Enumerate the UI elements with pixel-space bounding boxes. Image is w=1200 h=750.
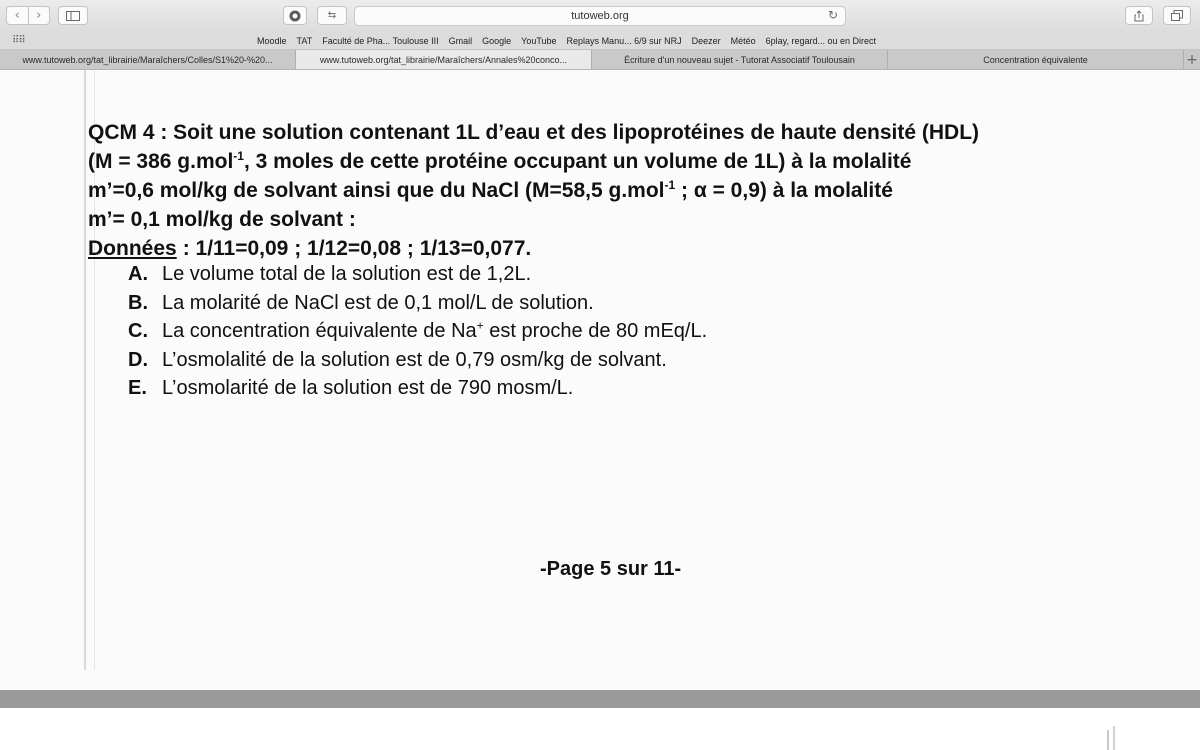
- favorite-link[interactable]: Moodle: [257, 36, 287, 46]
- answer-b: [128, 289, 707, 318]
- tab-label: www.tutoweb.org/tat_librairie/Maraîchers/Annales%20conco...: [319, 54, 568, 65]
- browser-toolbar: [0, 0, 1200, 32]
- next-page-area: [0, 708, 1200, 750]
- exponent: -1: [664, 178, 676, 192]
- answer-text: est proche de 80 mEq/L.: [483, 320, 708, 342]
- share-icon[interactable]: [1125, 6, 1153, 25]
- tab-bar: [0, 50, 1200, 70]
- forward-icon[interactable]: ›: [28, 7, 50, 24]
- answer-d: [128, 346, 707, 375]
- question-text: [88, 147, 911, 176]
- tab-label: www.tutoweb.org/tat_librairie/Maraîchers/Colles/S1%20-%20...: [22, 54, 273, 65]
- question-fragment: m’=0,6 mol/kg de solvant ainsi que du NaCl (M=58,5 g.mol: [88, 179, 665, 202]
- favorite-link[interactable]: Météo: [730, 36, 756, 46]
- exponent: +: [476, 318, 484, 333]
- question-line: [88, 118, 1128, 147]
- answer-letter: E.: [128, 377, 147, 399]
- favorite-link[interactable]: 6play, regard... ou en Direct: [765, 36, 877, 46]
- question-line: [88, 176, 1128, 205]
- address-text: tutoweb.org: [571, 10, 629, 22]
- question-line: [88, 147, 1128, 176]
- question-text: m’= 0,1 mol/kg de solvant :: [88, 208, 356, 231]
- tab-label: Concentration équivalente: [983, 54, 1088, 65]
- favorites-bar: [0, 32, 1200, 50]
- favorite-link[interactable]: Deezer: [691, 36, 721, 46]
- answer-e: [128, 374, 707, 403]
- answer-letter: C.: [128, 320, 148, 342]
- answer-list: [128, 260, 707, 403]
- donnees-label: Données: [88, 237, 177, 260]
- new-tab-icon[interactable]: +: [1186, 51, 1198, 68]
- exponent: -1: [233, 149, 244, 163]
- question-text: [88, 176, 893, 205]
- favorite-link[interactable]: Replays Manu... 6/9 sur NRJ: [566, 36, 682, 46]
- question-fragment: ; α = 0,9) à la molalité: [681, 179, 893, 202]
- question-text: QCM 4 : Soit une solution contenant 1L d’eau et des lipoprotéines de haute densité (HDL): [88, 121, 980, 144]
- tab-concentration[interactable]: [888, 50, 1184, 69]
- favorite-link[interactable]: YouTube: [521, 36, 557, 46]
- page-mark: [1113, 726, 1115, 750]
- reader-arrows-icon[interactable]: ⇆: [317, 6, 347, 25]
- answer-a: [128, 260, 707, 289]
- question-fragment: , 3 moles de cette protéine occupant un volume de 1L) à la molalité: [243, 150, 912, 173]
- answer-letter: A.: [128, 263, 148, 285]
- favorite-link[interactable]: Faculté de Pha... Toulouse III: [322, 36, 439, 46]
- answer-text: L’osmolalité de la solution est de 0,79 osm/kg de solvant.: [162, 348, 667, 371]
- favorite-link[interactable]: TAT: [296, 36, 313, 46]
- answer-c: [128, 317, 707, 346]
- tabs-overview-icon[interactable]: [1163, 6, 1191, 25]
- answer-text: La molarité de NaCl est de 0,1 mol/L de solution.: [162, 291, 594, 314]
- history-nav: [6, 6, 50, 25]
- answer-letter: D.: [128, 348, 148, 371]
- question-line: [88, 205, 1128, 234]
- top-sites-grid-icon[interactable]: ⠿⠿: [12, 35, 25, 46]
- page-separator: [0, 690, 1200, 708]
- reload-icon[interactable]: ↻: [827, 8, 838, 22]
- question-fragment: (M = 386 g.mol: [88, 150, 234, 173]
- donnees-values: : 1/11=0,09 ; 1/12=0,08 ; 1/13=0,077.: [182, 237, 532, 260]
- answer-text: Le volume total de la solution est de 1,2L.: [162, 263, 532, 285]
- favorite-link[interactable]: Gmail: [448, 36, 473, 46]
- pdf-viewport[interactable]: [0, 70, 1200, 690]
- page-edge-line: [84, 70, 86, 670]
- answer-text: L’osmolarité de la solution est de 790 mosm/L.: [162, 377, 574, 399]
- answer-text: La concentration équivalente de Na: [162, 320, 477, 342]
- favorite-link[interactable]: Google: [482, 36, 512, 46]
- page-number: -Page 5 sur 11-: [540, 558, 682, 580]
- tab-annales[interactable]: [296, 50, 592, 69]
- tab-ecriture-sujet[interactable]: [592, 50, 888, 69]
- tab-colles[interactable]: [0, 50, 296, 69]
- sidebar-icon[interactable]: [58, 6, 88, 25]
- favorites-list: [257, 36, 876, 46]
- tab-label: Écriture d'un nouveau sujet - Tutorat Associatif Toulousain: [624, 54, 855, 65]
- answer-letter: B.: [128, 291, 148, 314]
- address-bar[interactable]: [354, 6, 846, 26]
- page-mark: [1107, 730, 1109, 750]
- privacy-shield-icon[interactable]: [283, 6, 307, 25]
- question-block: [88, 118, 1128, 263]
- donnees-line: [88, 234, 1128, 263]
- back-icon[interactable]: ‹: [14, 8, 20, 23]
